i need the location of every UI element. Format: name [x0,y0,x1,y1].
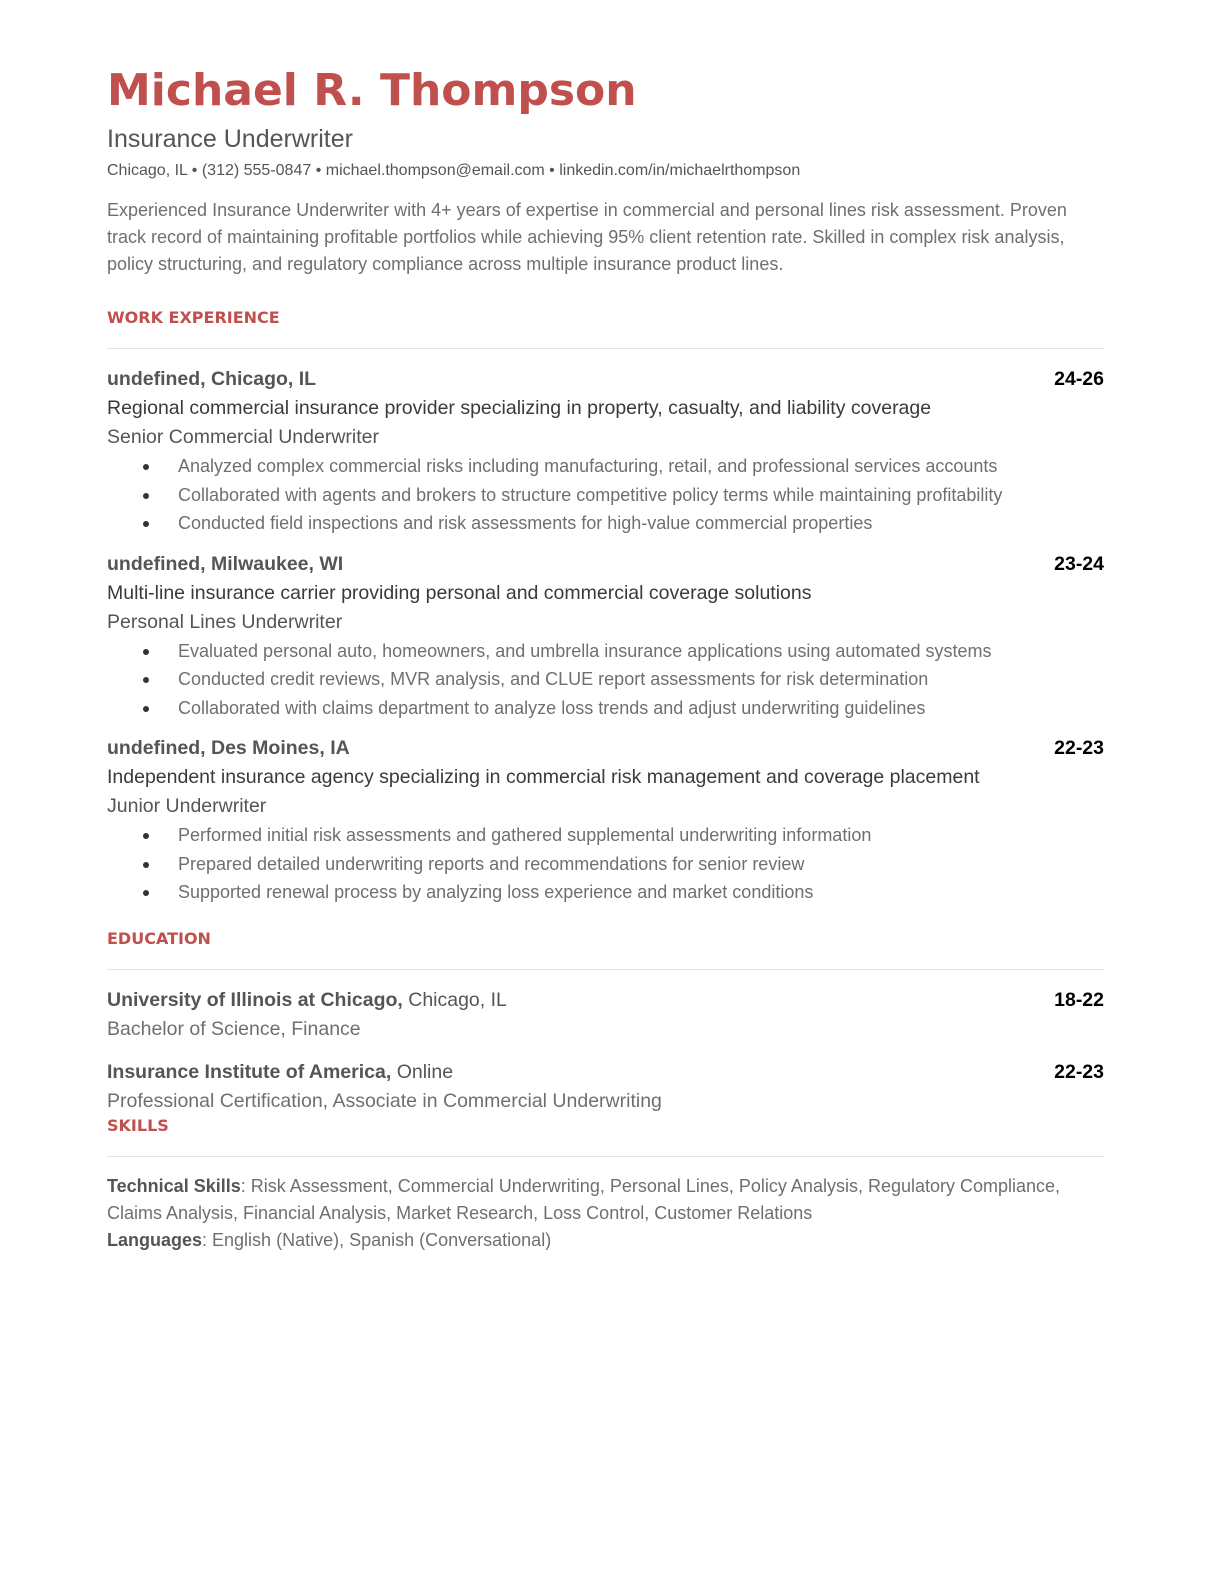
languages-label: Languages [107,1229,203,1250]
education-school-line [107,1058,453,1087]
candidate-name: Michael R. Thompson [107,65,637,116]
list-item: Conducted credit reviews, MVR analysis, and CLUE report assessments for risk determination [178,665,1104,694]
job-dates: 22-23 [1054,737,1104,759]
job-bullets [107,452,1104,538]
list-item: Collaborated with agents and brokers to structure competitive policy terms while maintaining profitability [178,481,1104,510]
job-company: undefined, Milwaukee, WI [107,552,344,575]
languages-list: : English (Native), Spanish (Conversational) [202,1229,552,1250]
contact-line: Chicago, IL • (312) 555-0847 • michael.thompson@email.com • linkedin.com/in/michaelrthompson [107,162,801,179]
section-divider [107,969,1104,970]
resume-page [107,62,1104,1254]
work-experience-section [107,308,1104,907]
job-entry [107,550,1104,723]
list-item: Prepared detailed underwriting reports and recommendations for senior review [178,850,1104,879]
list-item: Analyzed complex commercial risks including manufacturing, retail, and professional services accounts [178,452,1104,481]
education-section [107,929,1104,1116]
skills-section [107,1116,1104,1254]
job-company: undefined, Des Moines, IA [107,737,350,759]
job-role: Personal Lines Underwriter [107,610,343,633]
section-heading-work: WORK EXPERIENCE [107,308,280,327]
job-bullets [107,821,1104,907]
education-degree: Professional Certification, Associate in Commercial Underwriting [107,1089,662,1112]
technical-skills-list: : Risk Assessment, Commercial Underwriting, Personal Lines, Policy Analysis, Regulatory Compliance, Claims Analysis, Financial Analysis, Market Research, Loss Control, Customer Relations [107,1175,1061,1223]
education-degree: Bachelor of Science, Finance [107,1017,361,1040]
education-dates: 22-23 [1054,1060,1104,1083]
job-entry [107,734,1104,907]
education-school-line [107,986,507,1015]
education-school: Insurance Institute of America, [107,1060,392,1083]
job-role: Junior Underwriter [107,795,267,817]
section-divider [107,348,1104,349]
section-heading-skills: SKILLS [107,1115,169,1135]
languages [107,1227,1104,1254]
job-dates: 24-26 [1054,368,1104,390]
job-company: undefined, Chicago, IL [107,368,317,390]
job-dates: 23-24 [1054,552,1104,575]
summary: Experienced Insurance Underwriter with 4+ years of expertise in commercial and personal lines risk assessment. Proven track record of maintaining profitable portfolios while achieving 95% client retention rate. Skilled in complex risk analysis, policy structuring, and regulatory compliance across multiple insurance product lines. [107,200,1067,274]
list-item: Conducted field inspections and risk assessments for high-value commercial properties [178,509,1104,538]
education-location: Online [396,1060,454,1083]
list-item: Supported renewal process by analyzing loss experience and market conditions [178,878,1104,907]
technical-skills [107,1173,1104,1227]
technical-skills-label: Technical Skills [107,1175,241,1196]
education-school: University of Illinois at Chicago, [107,988,403,1011]
list-item: Evaluated personal auto, homeowners, and umbrella insurance applications using automated systems [178,637,1104,666]
job-title: Insurance Underwriter [107,125,353,153]
job-description: Multi-line insurance carrier providing personal and commercial coverage solutions [107,581,812,604]
list-item: Collaborated with claims department to analyze loss trends and adjust underwriting guidelines [178,694,1104,723]
job-description: Independent insurance agency specializing in commercial risk management and coverage placement [107,766,980,788]
education-entry [107,1058,1104,1116]
job-description: Regional commercial insurance provider specializing in property, casualty, and liability coverage [107,397,932,419]
job-bullets [107,637,1104,723]
job-role: Senior Commercial Underwriter [107,426,379,448]
education-dates: 18-22 [1054,988,1104,1011]
section-divider [107,1156,1104,1157]
list-item: Performed initial risk assessments and gathered supplemental underwriting information [178,821,1104,850]
education-location: Chicago, IL [408,988,507,1011]
job-entry [107,365,1104,538]
education-entry [107,986,1104,1044]
section-heading-education: EDUCATION [107,928,211,948]
